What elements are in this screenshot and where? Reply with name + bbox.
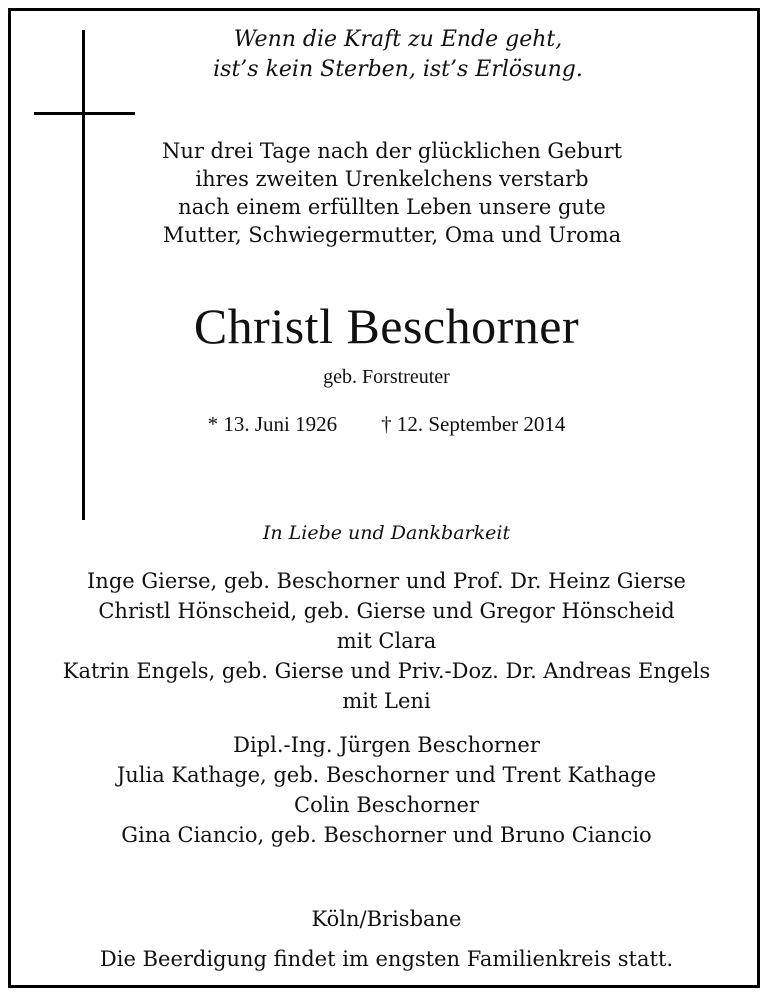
family-line: Katrin Engels, geb. Gierse und Priv.-Doz. Dr. Andreas Engels [62,659,711,683]
family-line: Inge Gierse, geb. Beschorner und Prof. Dr. Heinz Gierse [87,569,686,593]
death-date: † 12. September 2014 [381,412,566,436]
deceased-name: Christl Beschorner [193,298,580,354]
motto-line-1: Wenn die Kraft zu Ende geht, [233,27,563,52]
family-line: Dipl.-Ing. Jürgen Beschorner [233,733,540,757]
dedication: In Liebe und Dankbarkeit [262,522,511,544]
family-line: Gina Ciancio, geb. Beschorner und Bruno Ciancio [121,823,652,847]
motto-line-2: ist’s kein Sterben, ist’s Erlösung. [213,57,583,82]
cross-icon [82,30,85,520]
birth-name: geb. Forstreuter [323,366,450,388]
location: Köln/Brisbane [311,907,462,931]
funeral-note: Die Beerdigung findet im engsten Familienkreis statt. [99,947,674,971]
cross-icon-bar [34,112,135,115]
intro-line-1: Nur drei Tage nach der glücklichen Geburt [161,139,623,163]
family-line: mit Leni [342,689,431,713]
family-line: mit Clara [336,629,437,653]
intro-line-3: nach einem erfüllten Leben unsere gute [178,195,606,219]
family-line: Colin Beschorner [294,793,479,817]
birth-date: * 13. Juni 1926 [207,412,338,436]
intro-line-2: ihres zweiten Urenkelchens verstarb [195,167,589,191]
intro-line-4: Mutter, Schwiegermutter, Oma und Uroma [162,223,622,247]
family-line: Julia Kathage, geb. Beschorner und Trent Kathage [116,763,657,787]
family-line: Christl Hönscheid, geb. Gierse und Gregor Hönscheid [98,599,675,623]
life-dates [0,412,773,437]
